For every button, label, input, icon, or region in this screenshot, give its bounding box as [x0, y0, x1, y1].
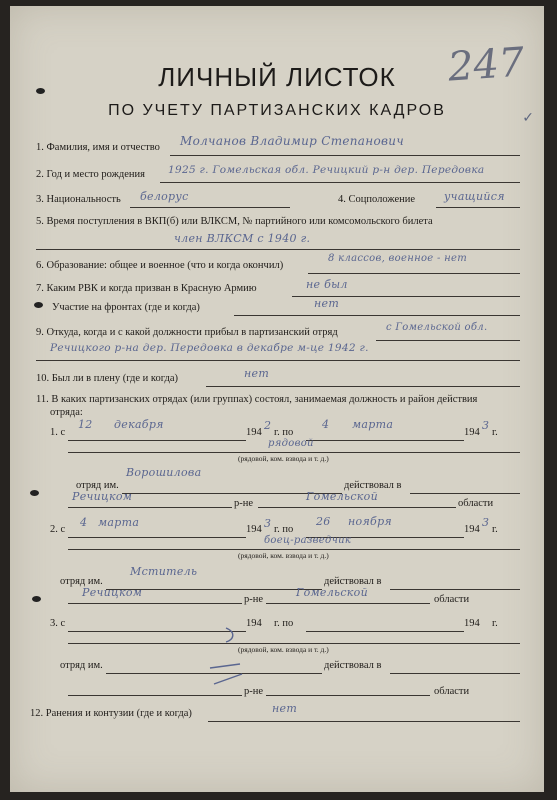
service-1-to-day: 4 [322, 418, 330, 431]
service-2-oblast-label: области [434, 594, 470, 605]
service-1-num: 1. с [50, 427, 66, 438]
field-10-line [206, 386, 520, 387]
service-1-from-year: 194 [246, 427, 262, 438]
field-2-value: 1925 г. Гомельская обл. Речицкий р-н дер. Передовка [168, 164, 485, 176]
service-1-district-label: р-не [234, 498, 254, 509]
field-1-value: Молчанов Владимир Степанович [180, 134, 405, 148]
service-2-year-suffix: г. [492, 524, 498, 535]
field-3-label: 3. Национальность [36, 194, 121, 205]
service-3-position-caption: (рядовой, ком. взвода и т. д.) [238, 645, 329, 654]
page-title: ЛИЧНЫЙ ЛИСТОК [158, 62, 396, 92]
field-9-value-1: с Гомельской обл. [386, 322, 488, 333]
service-2-position: боец-разведчик [264, 535, 352, 546]
service-1-oblast-line [258, 507, 456, 508]
service-2-to-year-digit: 3 [482, 516, 490, 529]
field-8-value: нет [314, 297, 340, 310]
punch-hole [32, 596, 41, 602]
field-12-label: 12. Ранения и контузии (где и когда) [30, 708, 192, 719]
service-3-acted-line [390, 673, 520, 674]
punch-hole [34, 302, 43, 308]
service-1-to-label: г. по [274, 427, 294, 438]
field-1-line [170, 155, 520, 156]
service-1-to-line [306, 440, 464, 441]
field-5-line [36, 249, 520, 250]
service-2-to-label: г. по [274, 524, 294, 535]
service-3-position-line [68, 643, 520, 644]
field-6-line [308, 273, 520, 274]
field-12-line [208, 721, 520, 722]
page-subtitle: ПО УЧЕТУ ПАРТИЗАНСКИХ КАДРОВ [108, 102, 446, 119]
field-7-label: 7. Каким РВК и когда призван в Красную Армию [36, 283, 257, 294]
service-1-year-suffix: г. [492, 427, 498, 438]
field-2-line [160, 182, 520, 183]
field-4-value: учащийся [444, 190, 505, 203]
service-3-district-line [68, 695, 242, 696]
field-5-label: 5. Время поступления в ВКП(б) или ВЛКСМ, № партийного или комсомольского билета [36, 216, 433, 227]
service-3-num: 3. с [50, 618, 66, 629]
service-1-oblast-label: области [458, 498, 494, 509]
field-4-line [436, 207, 520, 208]
service-1-from-line [68, 440, 246, 441]
service-1-oblast: Гомельской [306, 490, 378, 503]
service-3-oblast-label: области [434, 686, 470, 697]
service-2-oblast-line [266, 603, 430, 604]
field-12-value: нет [272, 702, 298, 715]
service-2-oblast: Гомельской [296, 586, 368, 599]
service-1-district: Речицком [72, 490, 133, 503]
field-8-label: Участие на фронтах (где и когда) [52, 302, 200, 313]
service-3-district-label: р-не [244, 686, 264, 697]
service-3-to-year: 194 [464, 618, 480, 629]
service-2-from-month: марта [98, 516, 140, 529]
service-1-to-year: 194 [464, 427, 480, 438]
service-2-to-day: 26 [316, 515, 331, 528]
service-2-acted-line [390, 589, 520, 590]
field-8-line [234, 315, 520, 316]
service-1-district-line [68, 507, 232, 508]
service-2-district-label: р-не [244, 594, 264, 605]
archive-number: 247 [446, 39, 526, 91]
service-1-position-caption: (рядовой, ком. взвода и т. д.) [238, 454, 329, 463]
strike-through-mark [196, 624, 256, 694]
punch-hole [30, 490, 39, 496]
check-mark-icon: ✓ [522, 110, 534, 126]
service-1-to-month: марта [352, 418, 394, 431]
field-6-value: 8 классов, военное - нет [328, 253, 468, 264]
service-3-from-year: 194 [246, 618, 262, 629]
service-2-from-year: 194 [246, 524, 262, 535]
field-5-value: член ВЛКСМ с 1940 г. [174, 232, 311, 245]
service-3-acted-label: действовал в [324, 660, 382, 671]
service-2-to-year: 194 [464, 524, 480, 535]
field-1-label: 1. Фамилия, имя и отчество [36, 142, 160, 153]
service-2-num: 2. с [50, 524, 66, 535]
service-2-detachment: Мститель [130, 565, 198, 578]
service-2-detachment-label: отряд им. [60, 576, 103, 587]
service-2-district: Речицком [82, 586, 143, 599]
service-3-detachment-label: отряд им. [60, 660, 103, 671]
service-1-to-year-digit: 3 [482, 419, 490, 432]
field-7-value: не был [306, 278, 348, 291]
service-3-to-line [306, 631, 464, 632]
field-9-line [376, 340, 520, 341]
service-1-position-line [68, 452, 520, 453]
service-1-detachment: Ворошилова [126, 466, 202, 479]
field-11-label-cont: отряда: [50, 407, 83, 418]
field-11-label: 11. В каких партизанских отрядах (или группах) состоял, занимаемая должность и район действия [36, 394, 478, 405]
service-1-from-day: 12 [78, 418, 93, 431]
service-1-acted-label: действовал в [344, 480, 402, 491]
service-2-acted-label: действовал в [324, 576, 382, 587]
personal-record-sheet [10, 6, 544, 792]
service-1-acted-line [410, 493, 520, 494]
field-10-label: 10. Был ли в плену (где и когда) [36, 373, 179, 384]
field-2-label: 2. Год и место рождения [36, 169, 145, 180]
service-3-to-label: г. по [274, 618, 294, 629]
field-6-label: 6. Образование: общее и военное (что и когда окончил) [36, 260, 284, 271]
service-2-from-line [68, 537, 246, 538]
service-3-year-suffix: г. [492, 618, 498, 629]
field-9-line-2 [36, 360, 520, 361]
field-4-label: 4. Соцположение [338, 194, 416, 205]
service-2-from-day: 4 [80, 516, 88, 529]
service-1-position: рядовой [268, 438, 314, 449]
service-2-from-year-digit: 3 [264, 517, 272, 530]
field-9-label: 9. Откуда, когда и с какой должности прибыл в партизанский отряд [36, 327, 338, 338]
field-9-value-2: Речицкого р-на дер. Передовка в декабре м-це 1942 г. [50, 342, 369, 354]
service-2-to-month: ноября [348, 515, 392, 528]
service-2-position-caption: (рядовой, ком. взвода и т. д.) [238, 551, 329, 560]
field-10-value: нет [244, 367, 270, 380]
service-2-position-line [68, 549, 520, 550]
field-3-line [130, 207, 290, 208]
service-1-from-month: декабря [114, 418, 164, 431]
service-2-district-line [68, 603, 242, 604]
service-1-from-year-digit: 2 [264, 419, 272, 432]
service-3-oblast-line [266, 695, 430, 696]
field-3-value: белорус [140, 190, 189, 203]
service-1-detachment-label: отряд им. [76, 480, 119, 491]
